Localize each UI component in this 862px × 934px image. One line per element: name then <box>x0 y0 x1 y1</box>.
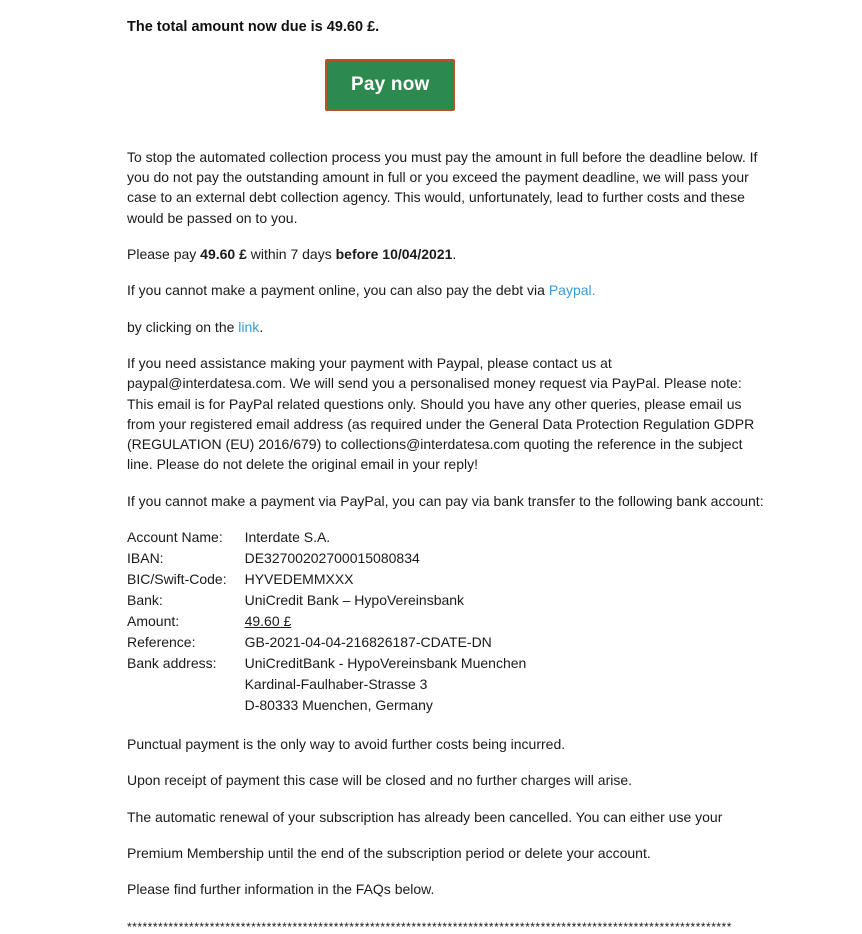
payment-link[interactable]: link <box>238 318 260 335</box>
paypal-link[interactable]: Paypal. <box>548 282 596 299</box>
faq-line: Please find further information in the FAQs below. <box>127 881 435 898</box>
bank-detail-label <box>127 674 245 695</box>
renewal-line-1: The automatic renewal of your subscription has already been cancelled. You can either use your <box>127 808 723 825</box>
bank-detail-value: Kardinal-Faulhaber-Strasse 3 <box>244 676 428 693</box>
paypal-alt-line-2 <box>127 317 767 337</box>
please-pay-suffix: . <box>452 246 457 263</box>
please-pay-amount: 49.60 £ <box>200 246 247 263</box>
bank-detail-label: Bank address: <box>127 655 217 672</box>
bank-detail-label: Reference: <box>127 634 196 651</box>
punctual-payment-line: Punctual payment is the only way to avoid further costs being incurred. <box>127 736 566 753</box>
bank-detail-value: UniCredit Bank – HypoVereinsbank <box>244 592 465 609</box>
please-pay-line <box>127 244 767 264</box>
please-pay-middle: within 7 days <box>246 246 336 263</box>
table-row <box>127 695 526 716</box>
bank-detail-value: UniCreditBank - HypoVereinsbank Muenchen <box>244 655 527 672</box>
bank-detail-label: Bank: <box>127 592 163 609</box>
assistance-paragraph: If you need assistance making your payment with Paypal, please contact us at paypal@interdatesa.com. We will send you a personalised money request via PayPal. Please note: This email is for PayPal related questions only. Should you have any other queries, please email us from your registered email address (as required under the General Data Protection Regulation GDPR (REGULATION (EU) 2016/679) to collections@interdatesa.com quoting the reference in the subject line. Please do not delete the original email in your reply! <box>127 354 755 473</box>
renewal-line-2: Premium Membership until the end of the subscription period or delete your account. <box>127 845 651 862</box>
bank-detail-label: Amount: <box>127 613 180 630</box>
paypal-alt-line-1 <box>127 280 767 300</box>
section-divider: ********************************************************************************************************************* <box>127 919 732 934</box>
bank-detail-label: BIC/Swift-Code: <box>127 571 227 588</box>
bank-details-table <box>127 527 526 716</box>
table-row <box>127 569 526 590</box>
table-row <box>127 611 526 632</box>
bank-detail-value: Interdate S.A. <box>244 529 331 545</box>
please-pay-deadline-prefix: before <box>335 246 383 263</box>
table-row <box>127 674 526 695</box>
pay-now-button[interactable]: Pay now <box>325 59 455 111</box>
table-row <box>127 527 526 548</box>
paypal-alt-prefix: If you cannot make a payment online, you can also pay the debt via <box>127 282 549 299</box>
table-row <box>127 548 526 569</box>
click-link-suffix: . <box>259 318 264 335</box>
bank-detail-value: GB-2021-04-04-216826187-CDATE-DN <box>244 634 492 651</box>
bank-detail-value: DE32700202700015080834 <box>244 550 420 567</box>
stop-collection-paragraph: To stop the automated collection process you must pay the amount in full before the deadline below. If you do not pay the outstanding amount in full or you exceed the payment deadline, we will pass your case to an external debt collection agency. This would, unfortunately, lead to further costs and these would be passed on to you. <box>127 148 758 226</box>
bank-detail-label: Account Name: <box>127 529 223 545</box>
bank-detail-label: IBAN: <box>127 550 164 567</box>
pay-now-container <box>127 59 767 111</box>
please-pay-deadline: 10/04/2021 <box>382 246 453 263</box>
table-row <box>127 590 526 611</box>
table-row <box>127 632 526 653</box>
bank-detail-value: D-80333 Muenchen, Germany <box>244 697 433 714</box>
bank-transfer-intro: If you cannot make a payment via PayPal, you can pay via bank transfer to the following bank account: <box>127 492 764 509</box>
bank-detail-label <box>127 695 245 716</box>
click-link-prefix: by clicking on the <box>127 318 239 335</box>
table-row <box>127 653 526 674</box>
upon-receipt-line: Upon receipt of payment this case will be closed and no further charges will arise. <box>127 772 633 789</box>
bank-detail-amount: 49.60 £ <box>244 613 292 630</box>
please-pay-prefix: Please pay <box>127 246 201 263</box>
total-amount-due-line: The total amount now due is 49.60 £. <box>127 19 380 35</box>
bank-detail-value: HYVEDEMMXXX <box>244 571 354 588</box>
